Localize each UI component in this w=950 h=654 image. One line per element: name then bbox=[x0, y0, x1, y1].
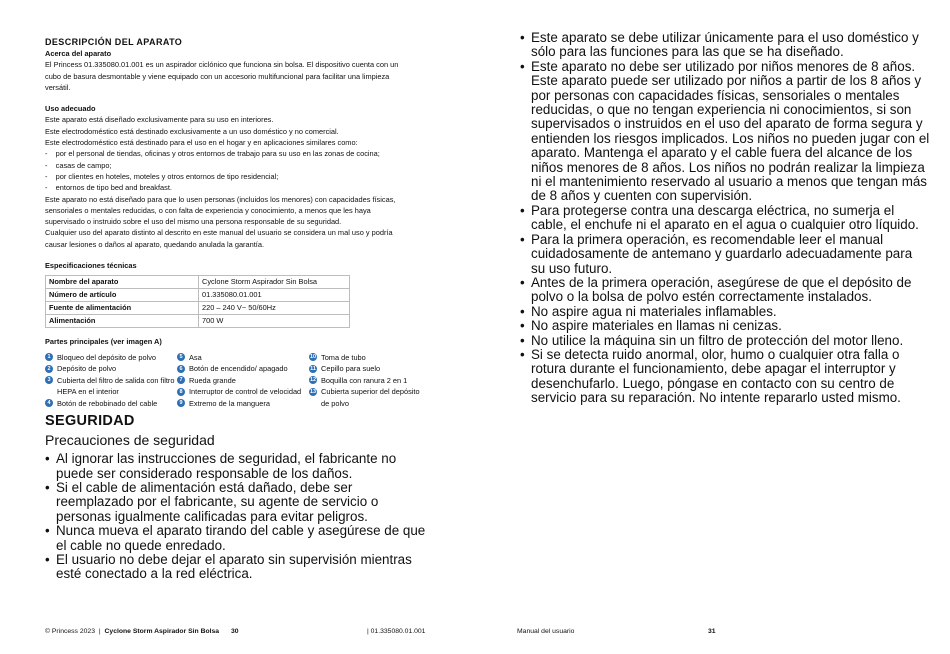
number-badge: 7 bbox=[177, 376, 185, 384]
footer-separator: | bbox=[98, 628, 101, 635]
use-line: Este aparato no está diseñado para que lo usen personas (incluidos los menores) con capacidades físicas, bbox=[45, 194, 396, 204]
bullet-icon: • bbox=[520, 303, 525, 319]
footer-product: Cyclone Storm Aspirador Sin Bolsa bbox=[104, 628, 220, 635]
list-item bbox=[177, 398, 309, 410]
safety-title: SEGURIDAD bbox=[45, 413, 135, 430]
part-label: Depósito de polvo bbox=[57, 364, 117, 374]
list-item bbox=[45, 375, 177, 398]
spec-key: Número de artículo bbox=[46, 289, 199, 302]
list-item bbox=[45, 352, 177, 364]
number-badge: 8 bbox=[177, 388, 185, 396]
part-label: Interruptor de control de velocidad bbox=[189, 387, 302, 397]
bullet-icon: • bbox=[520, 30, 525, 45]
number-badge: 2 bbox=[45, 365, 53, 373]
parts-column bbox=[177, 352, 309, 410]
right-column bbox=[520, 31, 930, 406]
use-dash-item: - por clientes en hoteles, moteles y otros entornos de tipo residencial; bbox=[45, 171, 279, 181]
bullet-icon: • bbox=[520, 318, 525, 334]
parts-column bbox=[45, 352, 177, 410]
section-title-description: DESCRIPCIÓN DEL APARATO bbox=[45, 37, 183, 47]
safety-item-text: Antes de la primera operación, asegúrese de que el depósito de polvo o la bolsa de polvo estén correctamente instalados. bbox=[531, 274, 912, 305]
list-item bbox=[45, 398, 177, 410]
number-badge: 12 bbox=[309, 377, 317, 384]
safety-item-text: Si el cable de alimentación está dañado, debe ser reemplazado por el fabricante, su agente de servicio o personas igualmente calificadas para evitar peligros. bbox=[56, 479, 379, 524]
part-label: Rueda grande bbox=[189, 375, 236, 385]
part-label: Cepillo para suelo bbox=[321, 364, 381, 374]
list-item bbox=[45, 452, 430, 481]
about-heading: Acerca del aparato bbox=[45, 49, 112, 58]
use-dash-item: - casas de campo; bbox=[45, 160, 112, 170]
number-badge: 9 bbox=[177, 399, 185, 407]
use-line: Cualquier uso del aparato distinto al descrito en este manual del usuario se considera un mal uso y podría bbox=[45, 228, 393, 238]
list-item bbox=[520, 334, 930, 348]
parts-list bbox=[45, 352, 430, 410]
bullet-icon: • bbox=[520, 274, 525, 290]
number-badge: 6 bbox=[177, 365, 185, 373]
list-item bbox=[45, 481, 430, 524]
spec-value: Cyclone Storm Aspirador Sin Bolsa bbox=[199, 276, 350, 289]
specs-table bbox=[45, 275, 350, 328]
list-item bbox=[45, 363, 177, 375]
use-dash-item: - entornos de tipo bed and breakfast. bbox=[45, 183, 172, 193]
safety-item-text: Este aparato no debe ser utilizado por niños menores de 8 años. Este aparato puede ser utilizado por niños a partir de los 8 años y por personas con capacidades físicas, sensoriales o mentales reducidas, o que no tengan experiencia ni conocimientos, si son supervisados o instruidos en el uso del aparato de forma segura y entienden los riesgos implicados. Los niños no pueden jugar con el aparato. Mantenga el aparato y el cable fuera del alcance de los niños menores de 8 años. Los niños no podrán realizar la limpieza ni el mantenimiento reservado al usuario a menos que tengan más de 8 años y cuenten con supervisión. bbox=[531, 58, 930, 204]
spec-key: Alimentación bbox=[46, 315, 199, 328]
about-line: cubo de basura desmontable y viene equipado con un accesorio multifuncional para facilitar una limpieza bbox=[45, 71, 390, 81]
spec-value: 220 – 240 V~ 50/60Hz bbox=[199, 302, 350, 315]
part-label: Toma de tubo bbox=[321, 352, 366, 362]
part-label: Cubierta del filtro de salida con filtro HEPA en el interior bbox=[57, 375, 175, 397]
list-item bbox=[309, 375, 429, 387]
bullet-icon: • bbox=[520, 231, 525, 247]
list-item bbox=[177, 363, 309, 375]
safety-list bbox=[45, 452, 430, 582]
list-item bbox=[309, 386, 429, 409]
number-badge: 10 bbox=[309, 354, 317, 361]
table-row bbox=[46, 315, 350, 328]
use-dash-item: - por el personal de tiendas, oficinas y otros entornos de trabajo para su uso en las zonas de cocina; bbox=[45, 149, 380, 159]
footer-copyright: © Princess 2023 bbox=[45, 628, 95, 635]
number-badge: 3 bbox=[45, 376, 53, 384]
bullet-icon: • bbox=[45, 523, 50, 539]
list-item bbox=[520, 348, 930, 406]
number-badge: 1 bbox=[45, 353, 53, 361]
list-item bbox=[177, 386, 309, 398]
number-badge: 13 bbox=[309, 388, 317, 395]
parts-heading: Partes principales (ver imagen A) bbox=[45, 337, 162, 347]
safety-item-text: No aspire materiales en llamas ni cenizas. bbox=[531, 318, 782, 334]
use-line: supervisado o instruido sobre el uso del mismo una persona responsable de su seguridad. bbox=[45, 217, 342, 227]
use-line: Este electrodoméstico está destinado para el uso en el hogar y en aplicaciones similares como: bbox=[45, 138, 358, 148]
list-item bbox=[520, 204, 930, 233]
safety-subtitle: Precauciones de seguridad bbox=[45, 432, 215, 449]
about-line: versátil. bbox=[45, 82, 71, 92]
list-item bbox=[520, 31, 930, 60]
bullet-icon: • bbox=[520, 58, 525, 74]
safety-item-text: Si se detecta ruido anormal, olor, humo o cualquier otra falla o rotura durante el funcionamiento, debe apagar el interruptor y desenchufarlo. Luego, póngase en contacto con su centro de servicio para su reparación. No intente repararlo usted mismo. bbox=[531, 346, 901, 406]
safety-item-text: Al ignorar las instrucciones de seguridad, el fabricante no puede ser considerado responsable de los daños. bbox=[56, 451, 397, 481]
list-item bbox=[520, 276, 930, 305]
bullet-icon: • bbox=[520, 332, 525, 348]
footer-left bbox=[45, 627, 219, 636]
use-heading: Uso adecuado bbox=[45, 104, 96, 114]
safety-item-text: Este aparato se debe utilizar únicamente para el uso doméstico y sólo para las funciones para las que se ha diseñado. bbox=[531, 30, 919, 60]
part-label: Cubierta superior del depósito de polvo bbox=[321, 387, 420, 408]
part-label: Botón de encendido/ apagado bbox=[189, 364, 288, 374]
spec-key: Fuente de alimentación bbox=[46, 302, 199, 315]
part-label: Asa bbox=[189, 352, 202, 362]
list-item bbox=[45, 524, 430, 553]
table-row bbox=[46, 276, 350, 289]
use-line: sensoriales o mentales reducidas, o con falta de experiencia y conocimiento, a menos que les haya bbox=[45, 205, 371, 215]
bullet-icon: • bbox=[45, 451, 50, 467]
part-label: Bloqueo del depósito de polvo bbox=[57, 352, 157, 362]
right-page bbox=[475, 0, 950, 654]
list-item bbox=[177, 352, 309, 364]
list-item bbox=[520, 319, 930, 333]
list-item bbox=[309, 363, 429, 375]
list-item bbox=[45, 553, 430, 582]
list-item bbox=[309, 352, 429, 364]
list-item bbox=[177, 375, 309, 387]
safety-item-text: El usuario no debe dejar el aparato sin supervisión mientras esté conectado a la red eléctrica. bbox=[56, 551, 412, 582]
specs-heading: Especificaciones técnicas bbox=[45, 261, 137, 271]
safety-list-continued bbox=[520, 31, 930, 406]
part-label: Extremo de la manguera bbox=[189, 398, 270, 408]
page-number-left: 30 bbox=[231, 628, 239, 635]
page-number-right: 31 bbox=[708, 628, 716, 635]
parts-column bbox=[309, 352, 429, 410]
footer-article: | 01.335080.01.001 bbox=[367, 628, 426, 635]
spec-value: 01.335080.01.001 bbox=[199, 289, 350, 302]
spec-key: Nombre del aparato bbox=[46, 276, 199, 289]
list-item bbox=[520, 305, 930, 319]
use-line: Este electrodoméstico está destinado exclusivamente a un uso doméstico y no comercial. bbox=[45, 126, 339, 136]
table-row bbox=[46, 302, 350, 315]
number-badge: 5 bbox=[177, 353, 185, 361]
list-item bbox=[520, 60, 930, 204]
bullet-icon: • bbox=[520, 202, 525, 218]
list-item bbox=[520, 233, 930, 276]
number-badge: 4 bbox=[45, 399, 53, 407]
safety-item-text: No aspire agua ni materiales inflamables. bbox=[531, 303, 777, 319]
spec-value: 700 W bbox=[199, 315, 350, 328]
bullet-icon: • bbox=[45, 479, 50, 495]
bullet-icon: • bbox=[520, 346, 525, 362]
footer-manual: Manual del usuario bbox=[517, 628, 575, 635]
table-row bbox=[46, 289, 350, 302]
safety-item-text: No utilice la máquina sin un filtro de protección del motor lleno. bbox=[531, 332, 904, 348]
left-column bbox=[45, 36, 430, 582]
use-line: Este aparato está diseñado exclusivamente para su uso en interiores. bbox=[45, 115, 274, 125]
safety-item-text: Nunca mueva el aparato tirando del cable y asegúrese de que el cable no quede enredado. bbox=[56, 523, 426, 553]
use-line: causar lesiones o daños al aparato, quedando anulada la garantía. bbox=[45, 239, 265, 249]
part-label: Boquilla con ranura 2 en 1 bbox=[321, 375, 408, 385]
safety-item-text: Para protegerse contra una descarga eléctrica, no sumerja el cable, el enchufe ni el aparato en el agua o cualquier otro líquido. bbox=[531, 202, 919, 233]
safety-item-text: Para la primera operación, es recomendable leer el manual cuidadosamente de antemano y guardarlo adecuadamente para su uso futuro. bbox=[531, 231, 913, 276]
part-label: Botón de rebobinado del cable bbox=[57, 398, 158, 408]
number-badge: 11 bbox=[310, 365, 316, 372]
about-line: El Princess 01.335080.01.001 es un aspirador ciclónico que funciona sin bolsa. El dispositivo cuenta con un bbox=[45, 60, 399, 70]
bullet-icon: • bbox=[45, 551, 50, 567]
